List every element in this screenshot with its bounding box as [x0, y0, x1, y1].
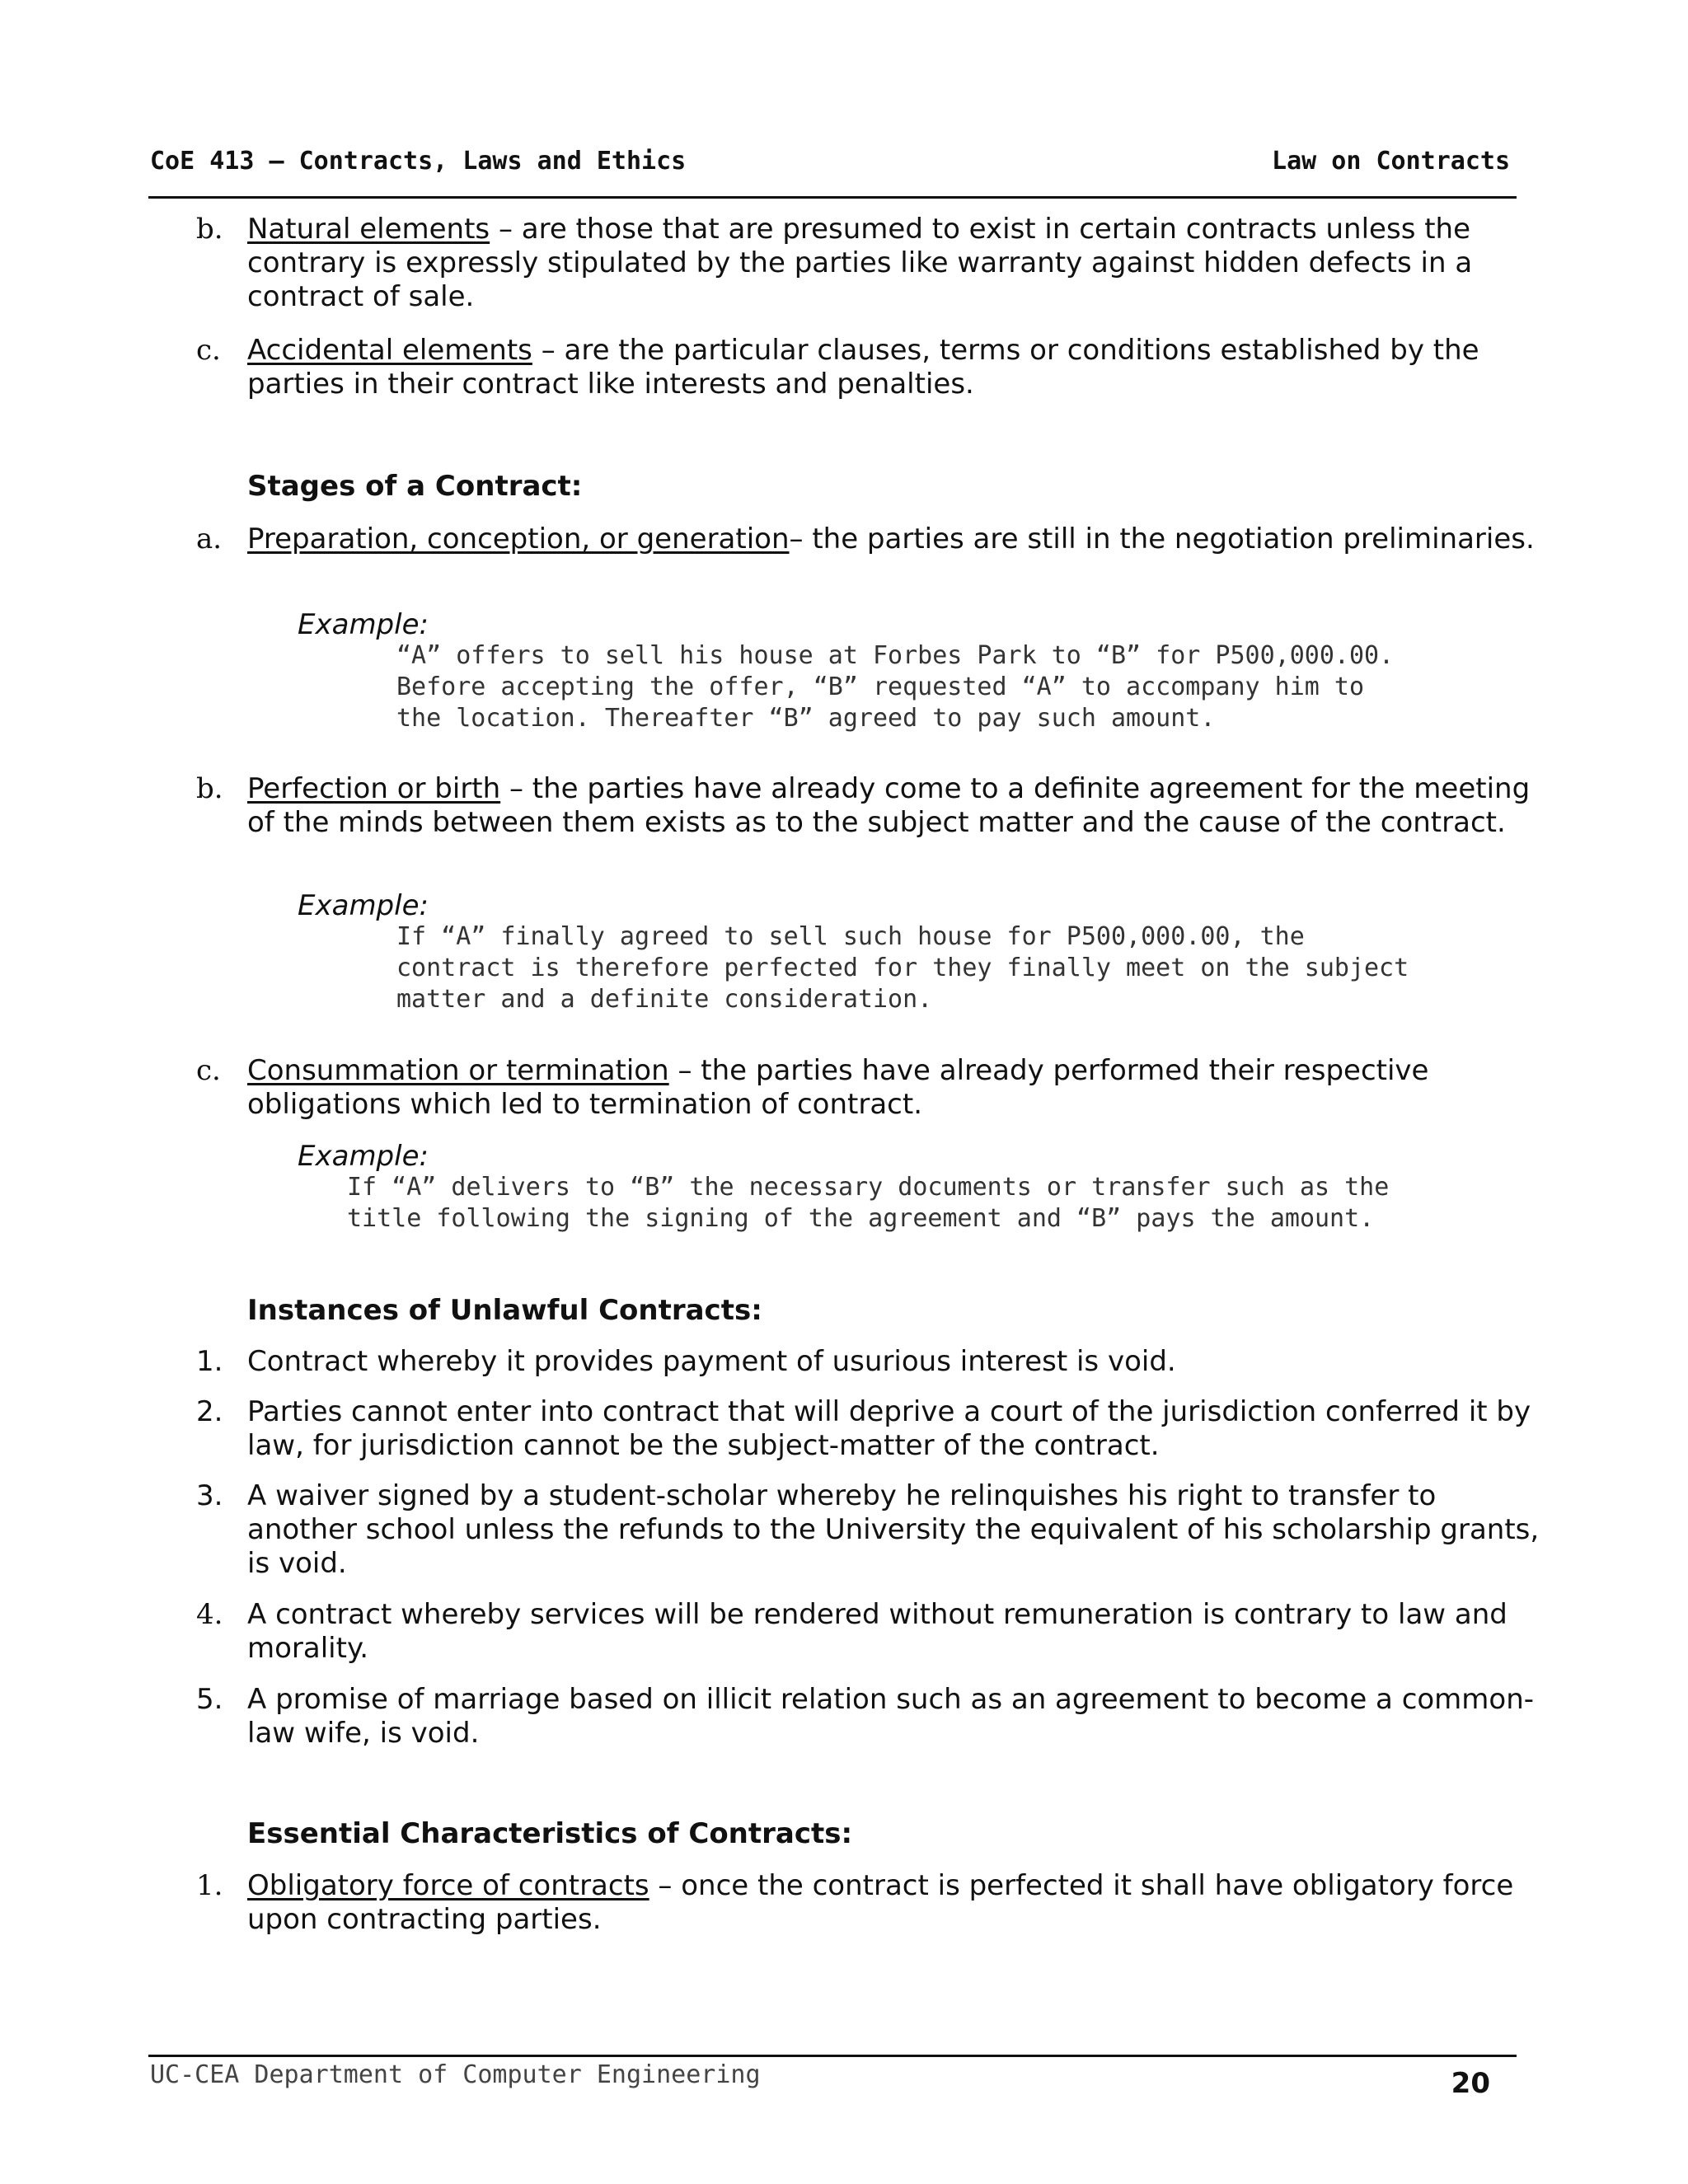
definition-text: – the parties are still in the negotiation preliminaries. — [789, 523, 1535, 555]
example-label: Example: — [298, 608, 429, 641]
element-natural — [196, 213, 1541, 314]
term-perfection: Perfection or birth — [247, 772, 501, 805]
term-preparation: Preparation, conception, or generation — [247, 523, 790, 555]
list-marker: c. — [196, 334, 221, 367]
heading-essential: Essential Characteristics of Contracts: — [247, 1817, 853, 1850]
essential-item-obligatory — [196, 1869, 1541, 1937]
page-header — [148, 147, 1517, 199]
list-marker: b. — [196, 213, 223, 246]
term-obligatory-force: Obligatory force of contracts — [247, 1869, 649, 1902]
definition-text: – are those that are presumed to exist in certain contracts unless the contrary is expressly stipulated by the parties like warranty against hidden defects in a contract of sale. — [247, 213, 1473, 313]
course-title: CoE 413 – Contracts, Laws and Ethics — [150, 147, 687, 176]
term-consummation: Consummation or termination — [247, 1054, 669, 1087]
term-accidental-elements: Accidental elements — [247, 334, 532, 367]
list-marker: 3. — [196, 1479, 223, 1512]
list-marker: 4. — [196, 1598, 223, 1631]
section-title: Law on Contracts — [1272, 147, 1510, 176]
list-marker: 5. — [196, 1683, 223, 1716]
example-consummation: If “A” delivers to “B” the necessary documents or transfer such as the title following the signing of the agreement and “B” pays the amount. — [347, 1173, 1390, 1233]
list-marker: b. — [196, 772, 223, 805]
list-marker: 1. — [196, 1869, 223, 1902]
list-marker: 1. — [196, 1345, 223, 1378]
page-footer — [148, 2055, 1517, 2107]
list-item-text: A waiver signed by a student-scholar whereby he relinquishes his right to transfer to another school unless the refunds to the University the equivalent of his scholarship grants, is void. — [247, 1479, 1540, 1580]
list-marker: c. — [196, 1054, 221, 1087]
example-perfection: If “A” finally agreed to sell such house for P500,000.00, the contract is therefore perfected for they finally meet on the subject matter and a definite consideration. — [396, 922, 1409, 1014]
list-item — [196, 1479, 1541, 1581]
list-marker: 2. — [196, 1395, 223, 1428]
list-item-text: A promise of marriage based on illicit relation such as an agreement to become a common-law wife, is void. — [247, 1683, 1535, 1750]
list-item-text: Parties cannot enter into contract that will deprive a court of the jurisdiction conferred it by law, for jurisdiction cannot be the subject-matter of the contract. — [247, 1395, 1531, 1462]
page-number: 20 — [1451, 2067, 1490, 2100]
department-name: UC-CEA Department of Computer Engineering — [150, 2060, 761, 2089]
stage-consummation — [196, 1054, 1541, 1122]
term-natural-elements: Natural elements — [247, 213, 490, 246]
list-marker: a. — [196, 523, 223, 555]
definition-text: – the parties have already come to a definite agreement for the meeting of the minds between them exists as to the subject matter and the cause of the contract. — [247, 772, 1531, 839]
list-item-text: Contract whereby it provides payment of usurious interest is void. — [247, 1345, 1176, 1378]
list-item-text: A contract whereby services will be rendered without remuneration is contrary to law and morality. — [247, 1598, 1507, 1665]
heading-unlawful: Instances of Unlawful Contracts: — [247, 1294, 762, 1327]
list-item — [196, 1345, 1541, 1379]
example-label: Example: — [298, 1140, 429, 1173]
example-preparation: “A” offers to sell his house at Forbes Park to “B” for P500,000.00. Before accepting the offer, “B” requested “A” to accompany him to the location. Thereafter “B” agreed to pay such amount. — [396, 641, 1395, 733]
example-label: Example: — [298, 889, 429, 922]
stage-perfection — [196, 772, 1541, 840]
stage-preparation — [196, 523, 1541, 556]
definition-text: – once the contract is perfected it shall have obligatory force upon contracting parties. — [247, 1869, 1514, 1936]
list-item — [196, 1598, 1541, 1666]
definition-text: – are the particular clauses, terms or conditions established by the parties in their contract like interests and penalties. — [247, 334, 1479, 401]
definition-text: – the parties have already performed their respective obligations which led to termination of contract. — [247, 1054, 1429, 1121]
list-item — [196, 1683, 1541, 1750]
list-item — [196, 1395, 1541, 1463]
element-accidental — [196, 334, 1541, 401]
heading-stages: Stages of a Contract: — [247, 470, 583, 503]
